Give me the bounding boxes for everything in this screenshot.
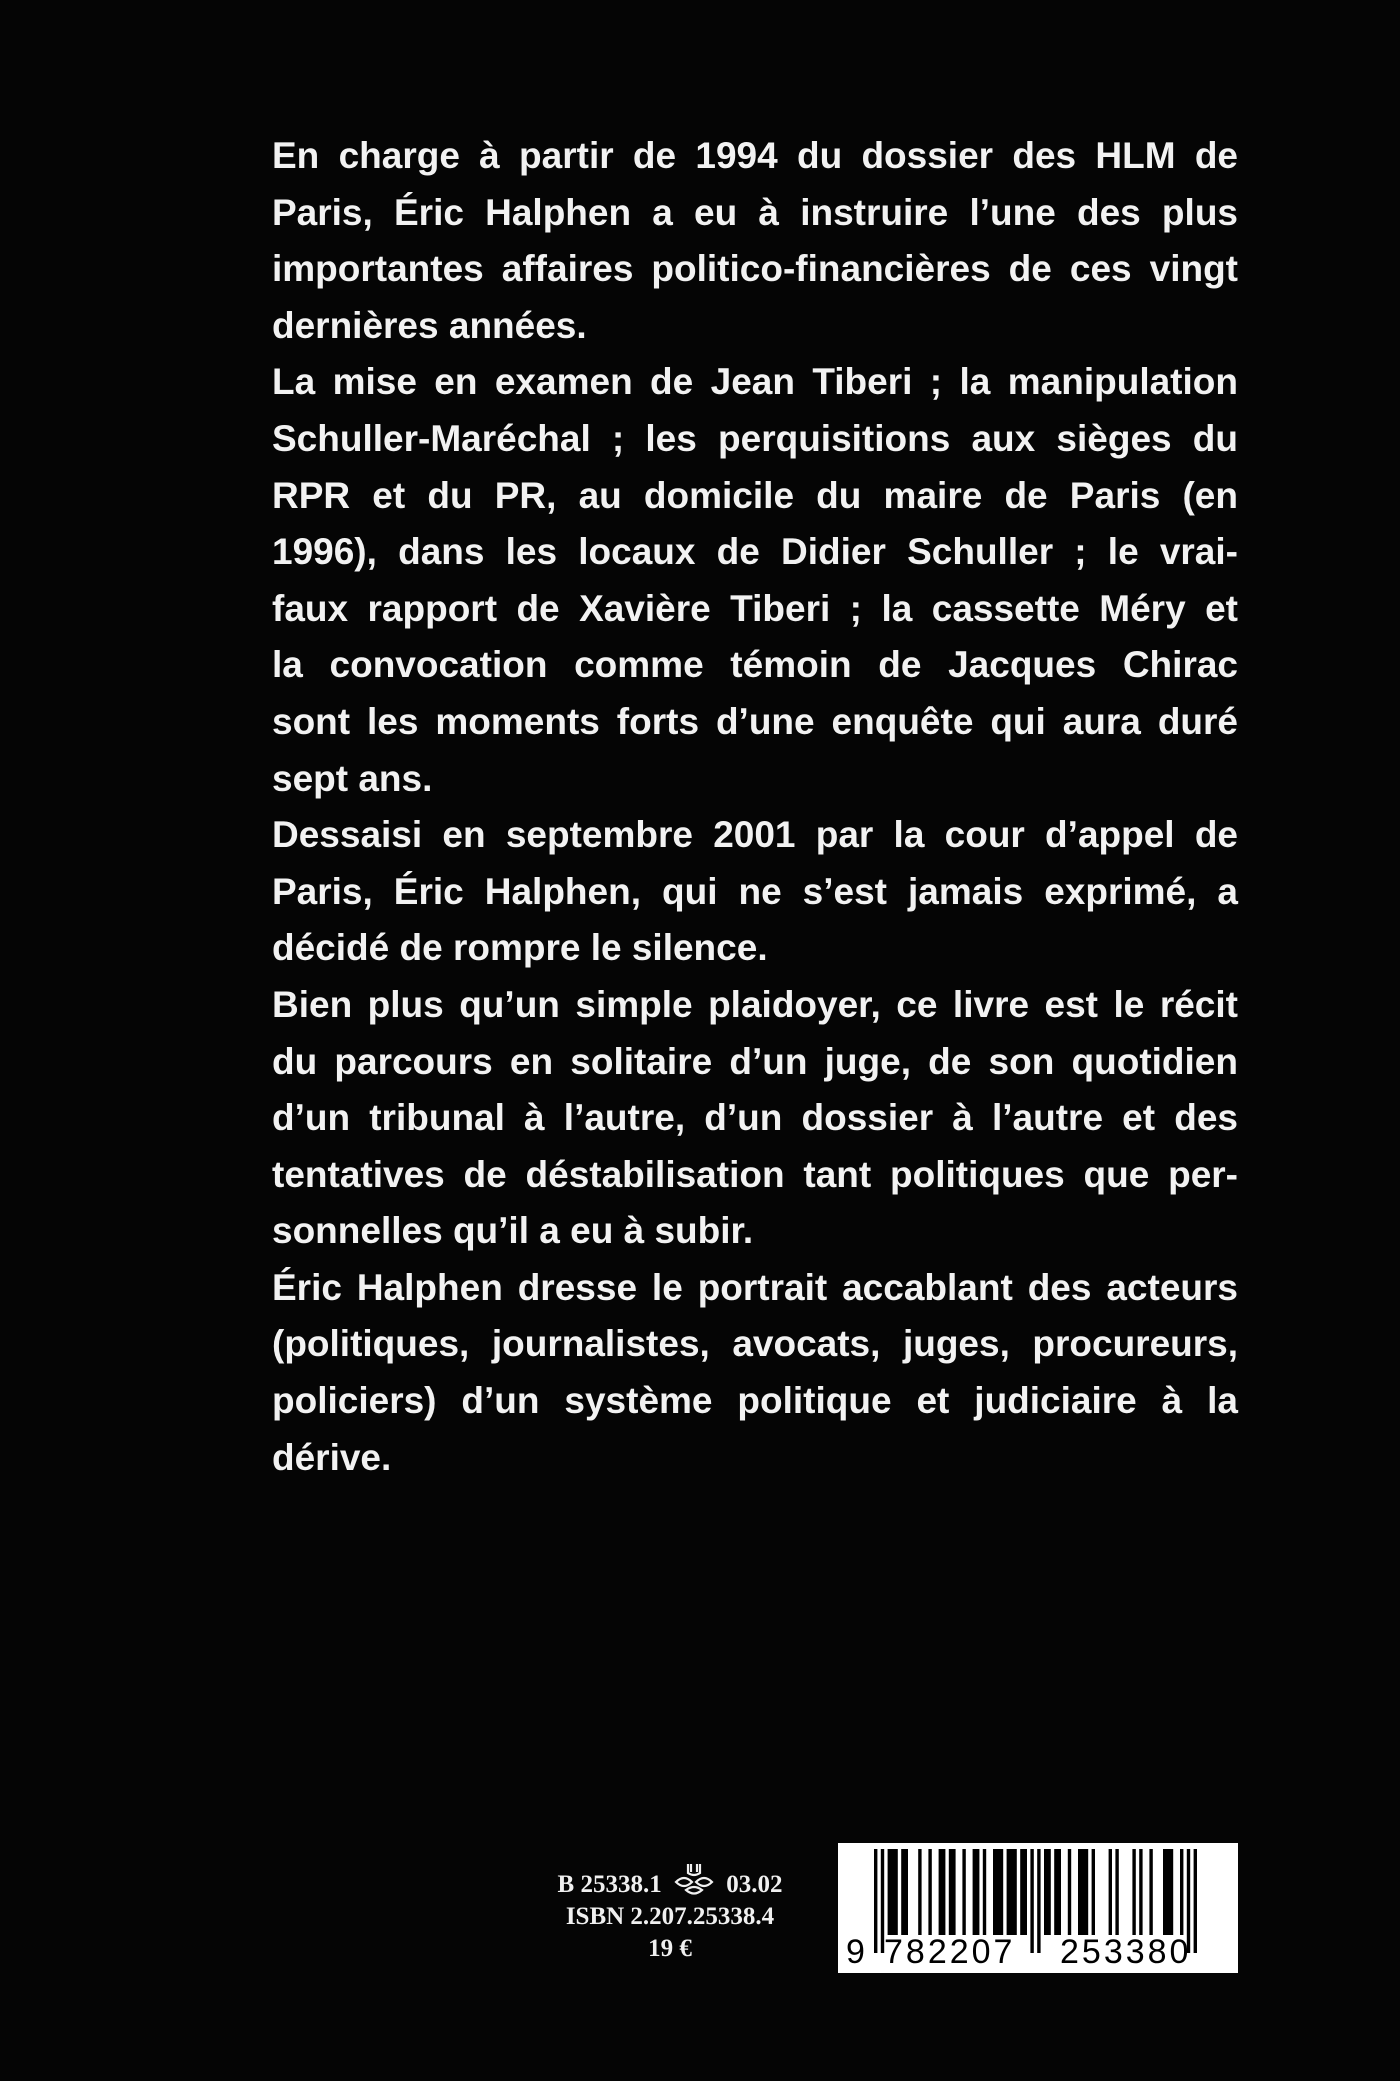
blurb-line: d’un tribunal à l’autre, d’un dossier à l’autre et des xyxy=(272,1097,1238,1139)
blurb-line: 1996), dans les locaux de Didier Schuller ; le vrai- xyxy=(272,531,1238,573)
blurb-line: La mise en examen de Jean Tiberi ; la manipulation xyxy=(272,361,1238,403)
barcode-digits xyxy=(838,1933,1238,1969)
barcode-bar xyxy=(1180,1849,1183,1935)
blurb-line: importantes affaires politico-financières de ces vingt xyxy=(272,248,1238,290)
blurb-line: dernières années. xyxy=(272,304,587,346)
barcode-digits-right: 253380 xyxy=(1060,1933,1192,1971)
publisher-logo-icon xyxy=(672,1860,716,1900)
blurb-line: la convocation comme témoin de Jacques Chirac xyxy=(272,644,1238,686)
barcode-digits-left: 782207 xyxy=(884,1933,1016,1971)
barcode-bar xyxy=(1044,1849,1051,1935)
barcode-bar xyxy=(1139,1849,1142,1935)
barcode-bar xyxy=(949,1849,956,1935)
barcode-bar xyxy=(1068,1849,1071,1935)
blurb-line: Schuller-Maréchal ; les perquisitions aux sièges du xyxy=(272,417,1238,459)
blurb-line: Paris, Éric Halphen a eu à instruire l’une des plus xyxy=(272,191,1238,233)
barcode-bar xyxy=(1054,1849,1061,1935)
publisher-code: B 25338.1 xyxy=(557,1871,662,1898)
barcode xyxy=(838,1843,1238,1973)
publisher-info xyxy=(520,1860,820,1965)
blurb-line: (politiques, journalistes, avocats, juges, procureurs, xyxy=(272,1323,1238,1365)
blurb-line: Dessaisi en septembre 2001 par la cour d’appel de xyxy=(272,814,1238,856)
barcode-bar xyxy=(1109,1849,1112,1935)
blurb-line: Bien plus qu’un simple plaidoyer, ce livre est le récit xyxy=(272,983,1238,1025)
barcode-digit-first: 9 xyxy=(846,1933,865,1971)
blurb-line: sept ans. xyxy=(272,757,433,799)
barcode-bar xyxy=(993,1849,1003,1935)
blurb-line: faux rapport de Xavière Tiberi ; la cassette Méry et xyxy=(272,587,1238,629)
blurb-line: tentatives de déstabilisation tant politiques que per- xyxy=(272,1153,1238,1195)
barcode-bar xyxy=(983,1849,986,1935)
blurb-line: décidé de rompre le silence. xyxy=(272,927,768,969)
isbn-text: ISBN 2.207.25338.4 xyxy=(565,1903,775,1930)
blurb-line: policiers) d’un système politique et judiciaire à la xyxy=(272,1380,1238,1422)
barcode-bar xyxy=(888,1849,898,1935)
barcode-bar xyxy=(1020,1849,1027,1935)
barcode-bar xyxy=(918,1849,921,1935)
blurb-line: sont les moments forts d’une enquête qui aura duré xyxy=(272,700,1238,742)
barcode-bar xyxy=(1132,1849,1135,1935)
publisher-code-line xyxy=(520,1860,820,1901)
blurb-line: sonnelles qu’il a eu à subir. xyxy=(272,1210,754,1252)
barcode-bar xyxy=(901,1849,908,1935)
barcode-bar xyxy=(962,1849,965,1935)
barcode-bar xyxy=(1149,1849,1152,1935)
back-cover-blurb xyxy=(272,128,1238,1486)
barcode-bar xyxy=(1163,1849,1173,1935)
blurb-line: Éric Halphen dresse le portrait accablant des acteurs xyxy=(272,1266,1238,1308)
barcode-bar xyxy=(1092,1849,1095,1935)
blurb-line: En charge à partir de 1994 du dossier des HLM de xyxy=(272,135,1238,176)
barcode-bar xyxy=(1078,1849,1088,1935)
blurb-line: RPR et du PR, au domicile du maire de Paris (en xyxy=(272,474,1238,516)
blurb-line: dérive. xyxy=(272,1436,392,1478)
blurb-line: Paris, Éric Halphen, qui ne s’est jamais exprimé, a xyxy=(272,870,1238,912)
barcode-bar xyxy=(973,1849,980,1935)
publisher-date-code: 03.02 xyxy=(726,1871,783,1898)
barcode-bar xyxy=(928,1849,931,1935)
barcode-bar xyxy=(1115,1849,1118,1935)
barcode-bar xyxy=(939,1849,946,1935)
blurb-line: du parcours en solitaire d’un juge, de son quotidien xyxy=(272,1040,1238,1082)
price-text: 19 € xyxy=(648,1935,692,1962)
barcode-bar xyxy=(1007,1849,1017,1935)
